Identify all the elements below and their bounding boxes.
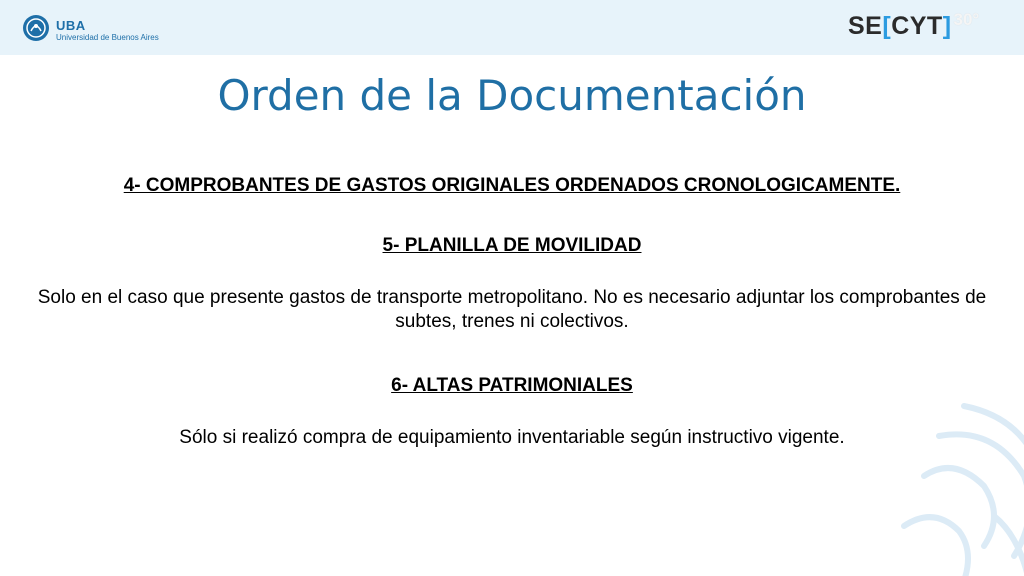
secyt-anniversary: 30° — [953, 10, 980, 29]
uba-shield-icon — [22, 12, 50, 49]
item6-heading: 6- ALTAS PATRIMONIALES — [391, 375, 633, 396]
page-title: Orden de la Documentación — [217, 71, 807, 120]
item6-text: Sólo si realizó compra de equipamiento inventariable según instructivo vigente. — [179, 427, 845, 448]
watermark-figure-icon — [844, 396, 1024, 576]
secyt-logo — [848, 10, 980, 40]
item4-heading: 4- COMPROBANTES DE GASTOS ORIGINALES ORDENADOS CRONOLOGICAMENTE. — [123, 175, 901, 196]
uba-logo — [22, 12, 159, 49]
item5-text: Solo en el caso que presente gastos de transporte metropolitano. No es necesario adjuntar los comprobantes de subtes, trenes ni colectivos. — [37, 287, 987, 332]
uba-name: UBA — [56, 18, 86, 33]
secyt-core: CYT — [891, 12, 943, 40]
header-divider — [228, 55, 1024, 57]
secyt-bracket-close: ] — [942, 12, 952, 40]
secyt-bracket-open: [ — [882, 12, 892, 40]
uba-subtitle: Universidad de Buenos Aires — [56, 33, 159, 42]
secyt-prefix: SE — [848, 12, 883, 40]
item5-heading: 5- PLANILLA DE MOVILIDAD — [382, 235, 642, 256]
